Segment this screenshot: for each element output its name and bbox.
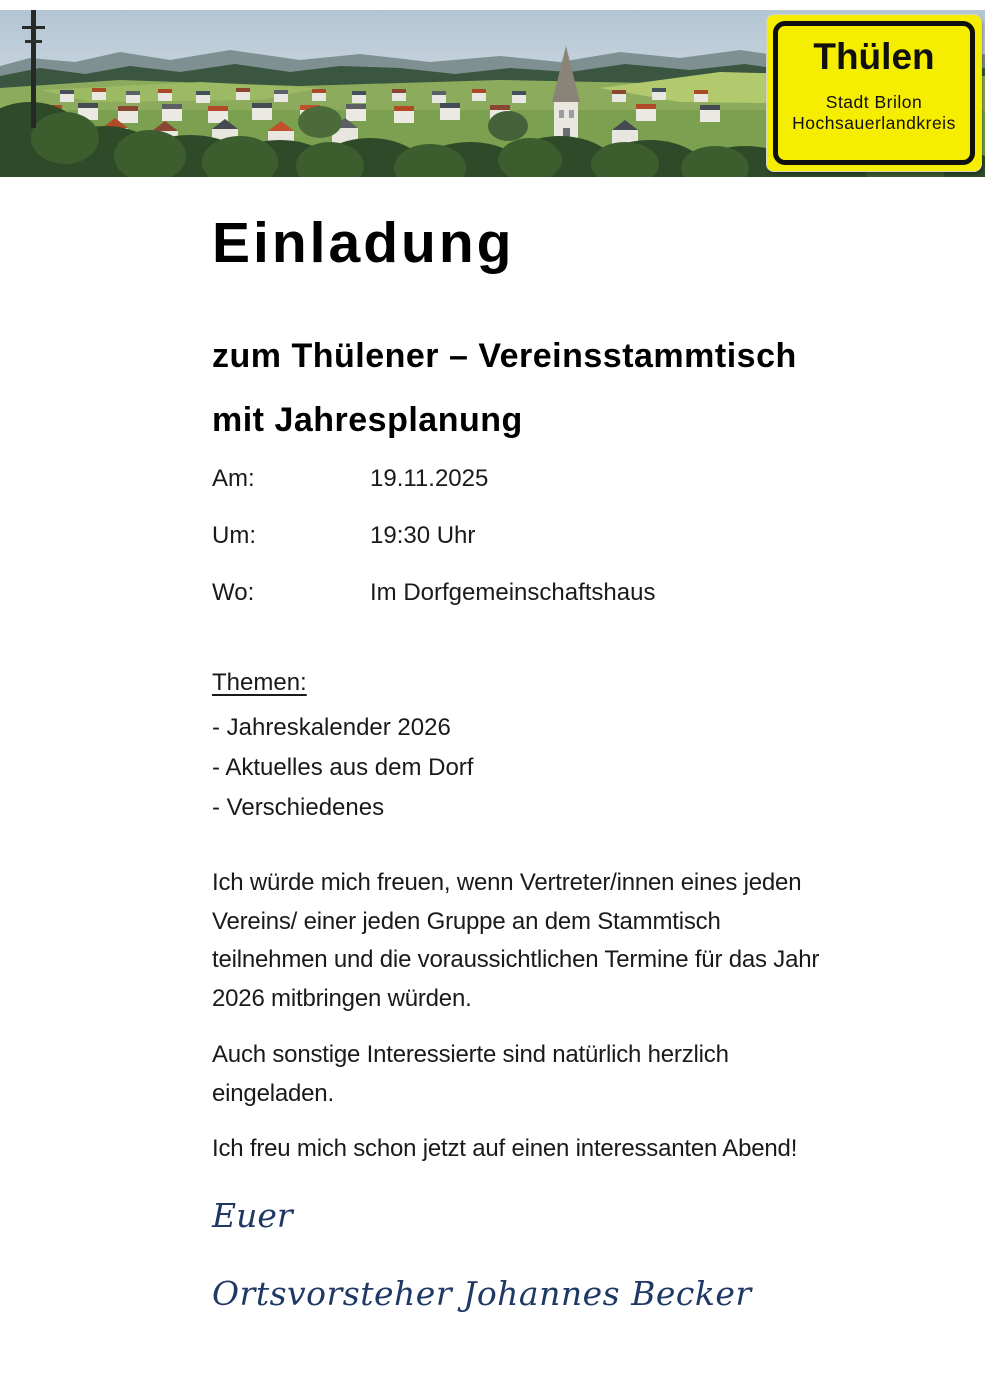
detail-row-time bbox=[212, 523, 655, 549]
page-title: Einladung bbox=[212, 211, 515, 275]
p2-line-2: eingeladen. bbox=[212, 1079, 334, 1107]
topics-heading: Themen: bbox=[212, 669, 307, 696]
detail-label-location: Wo: bbox=[212, 579, 255, 606]
detail-label-time: Um: bbox=[212, 522, 256, 549]
subtitle-line-2: mit Jahresplanung bbox=[212, 401, 523, 439]
signature-salutation: Euer bbox=[212, 1196, 293, 1235]
body-paragraph-3 bbox=[212, 1130, 797, 1169]
detail-label-date: Am: bbox=[212, 465, 255, 492]
sign-city: Stadt Brilon bbox=[825, 92, 923, 112]
signature-name: Ortsvorsteher Johannes Becker bbox=[212, 1274, 752, 1313]
p1-line-3: teilnehmen und die voraussichtlichen Termine für das Jahr bbox=[212, 946, 820, 973]
p1-line-4: 2026 mitbringen würden. bbox=[212, 984, 472, 1012]
p3-line-1: Ich freu mich schon jetzt auf einen interessanten Abend! bbox=[212, 1135, 798, 1162]
town-sign bbox=[767, 15, 981, 171]
topics-section bbox=[212, 669, 473, 828]
p2-line-1: Auch sonstige Interessierte sind natürlich herzlich bbox=[212, 1041, 729, 1068]
topic-item-3: - Verschiedenes bbox=[212, 794, 385, 821]
detail-row-date bbox=[212, 466, 655, 492]
sign-town-name: Thülen bbox=[813, 36, 935, 77]
detail-value-location: Im Dorfgemeinschaftshaus bbox=[370, 579, 656, 606]
body-paragraph-1 bbox=[212, 864, 819, 1018]
topic-item-1: - Jahreskalender 2026 bbox=[212, 714, 451, 741]
p1-line-2: Vereins/ einer jeden Gruppe an dem Stammtisch bbox=[212, 907, 721, 935]
detail-value-time: 19:30 Uhr bbox=[370, 522, 476, 549]
subtitle-line-1: zum Thülener – Vereinsstammtisch bbox=[212, 337, 797, 375]
body-paragraph-2 bbox=[212, 1036, 729, 1113]
detail-value-date: 19.11.2025 bbox=[370, 465, 489, 492]
topics-list bbox=[212, 708, 473, 828]
topic-item-2: - Aktuelles aus dem Dorf bbox=[212, 754, 474, 781]
village-panorama-photo bbox=[0, 10, 985, 177]
sign-district: Hochsauerlandkreis bbox=[792, 113, 956, 133]
subtitle bbox=[212, 324, 797, 452]
event-details bbox=[212, 466, 655, 637]
p1-line-1: Ich würde mich freuen, wenn Vertreter/innen eines jeden bbox=[212, 869, 802, 896]
detail-row-location bbox=[212, 580, 655, 606]
town-sign-frame bbox=[773, 21, 975, 165]
